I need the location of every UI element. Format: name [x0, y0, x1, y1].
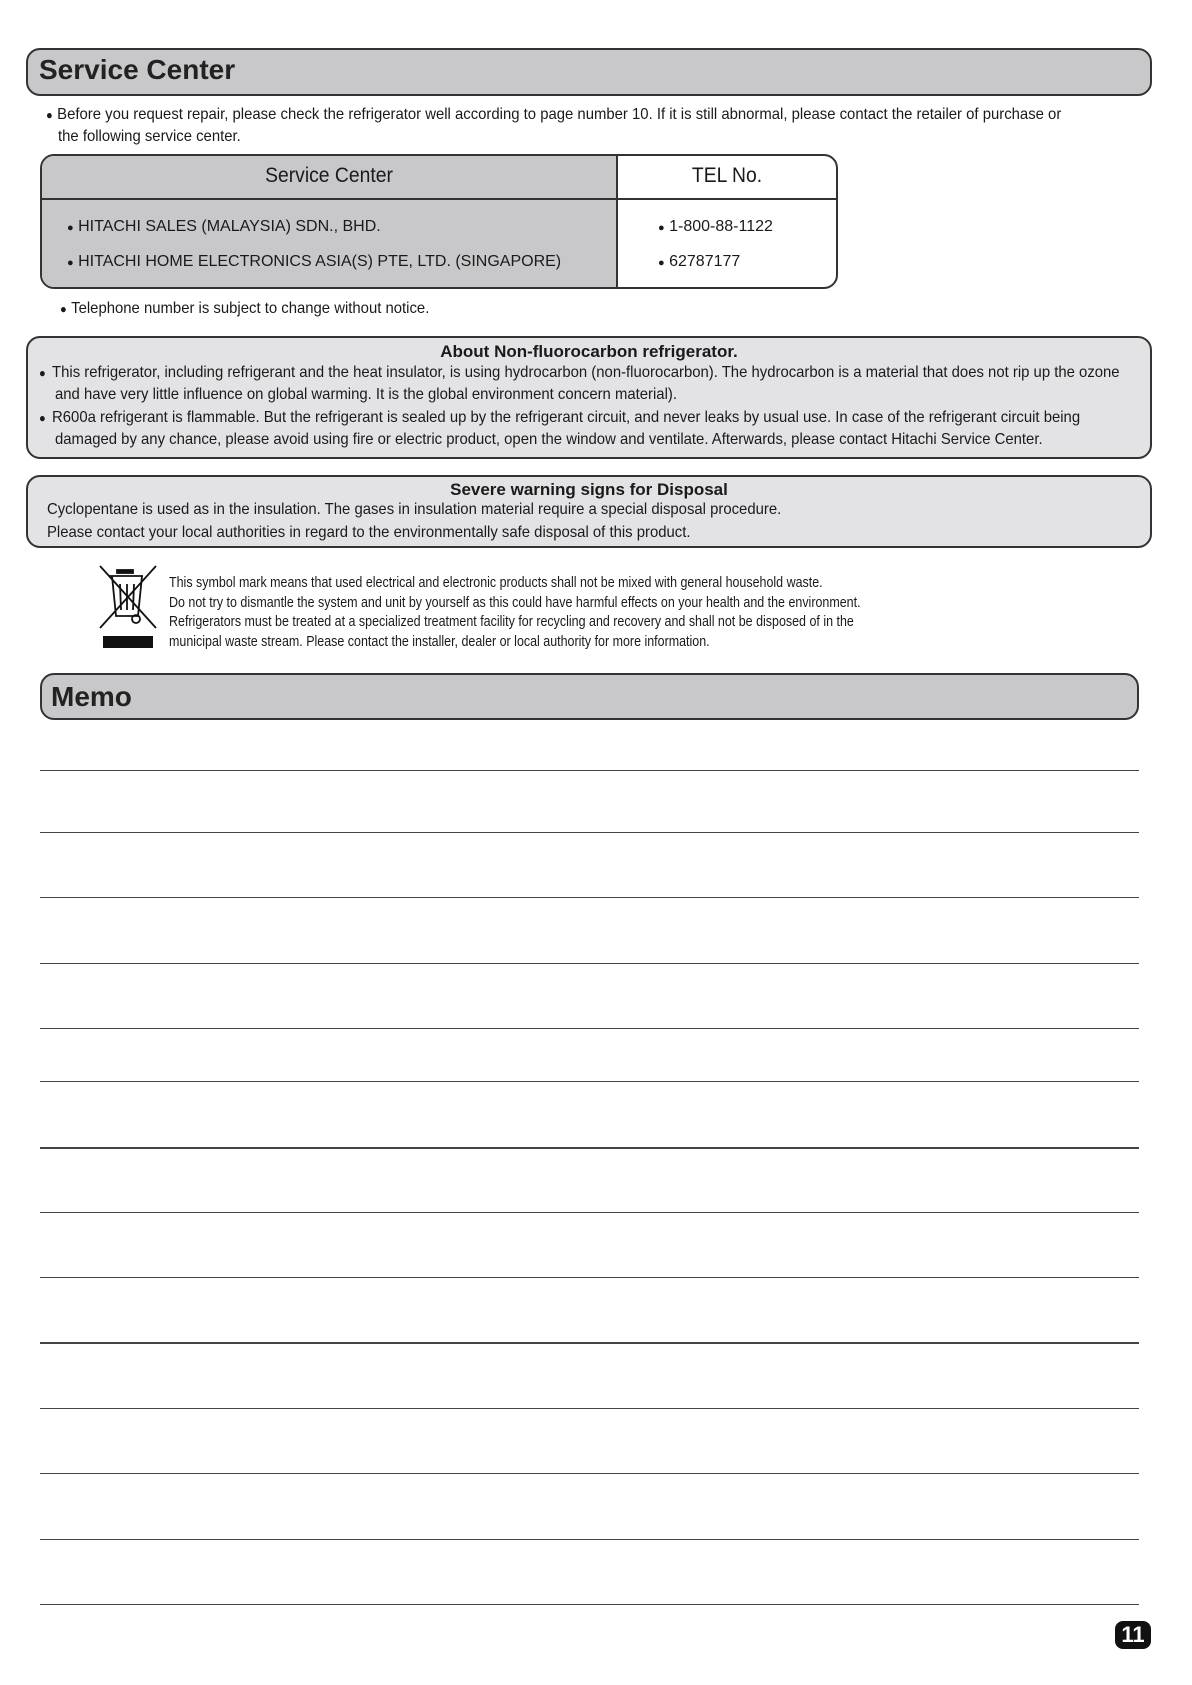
table-row [658, 253, 740, 271]
table-header-service-center: Service Center [265, 164, 393, 187]
service-center-header [26, 48, 1152, 96]
table-row [658, 218, 773, 236]
tel-number: 1-800-88-1122 [669, 218, 773, 235]
nonfluoro-p2b [55, 429, 1043, 450]
memo-title: Memo [51, 681, 132, 712]
nonfluoro-p2-line2: damaged by any chance, please avoid using fire or electric product, open the window and ventilate. Afterwards, please contact Hitachi Service Center. [55, 431, 1043, 448]
weee-line4: municipal waste stream. Please contact the installer, dealer or local authority for more information. [169, 633, 710, 650]
tel-change-note [60, 298, 429, 319]
memo-line [40, 1408, 1139, 1409]
page-number: 11 [1115, 1621, 1151, 1649]
nonfluoro-p1b [55, 384, 677, 405]
service-center-title: Service Center [39, 54, 236, 85]
disposal-line1: Cyclopentane is used as in the insulation. The gases in insulation material require a special disposal procedure. [47, 501, 782, 518]
disposal-title: Severe warning signs for Disposal [450, 480, 728, 499]
memo-header [40, 673, 1139, 720]
weee-text [169, 574, 973, 652]
memo-line [40, 1342, 1139, 1344]
disposal-box [26, 475, 1152, 548]
memo-line [40, 1604, 1139, 1605]
weee-line1: This symbol mark means that used electrical and electronic products shall not be mixed with general household waste. [169, 575, 823, 591]
bullet-icon: ● [67, 222, 74, 234]
nonfluoro-box [26, 336, 1152, 459]
service-intro-line2: the following service center. [58, 128, 241, 145]
tel-change-note-text: Telephone number is subject to change without notice. [71, 300, 430, 317]
weee-line2: Do not try to dismantle the system and unit by yourself as this could have harmful effects on your health and the environment. [169, 594, 861, 611]
table-header-divider [42, 198, 836, 200]
memo-line [40, 770, 1139, 771]
memo-line [40, 1147, 1139, 1149]
memo-line [40, 963, 1139, 964]
bullet-icon: ● [658, 257, 665, 269]
bullet-icon: ● [39, 366, 46, 380]
nonfluoro-p2 [39, 407, 1080, 428]
nonfluoro-title: About Non-fluorocarbon refrigerator. [440, 342, 738, 361]
bullet-icon: ● [39, 411, 46, 425]
memo-line [40, 897, 1139, 898]
memo-line [40, 1277, 1139, 1278]
memo-line [40, 1081, 1139, 1082]
nonfluoro-p1-line2: and have very little influence on global warming. It is the global environment concern material). [55, 386, 677, 403]
disposal-line2: Please contact your local authorities in regard to the environmentally safe disposal of this product. [47, 524, 691, 541]
service-intro-line1: Before you request repair, please check the refrigerator well according to page number 10. If it is still abnormal, please contact the retailer of purchase or [57, 106, 1062, 123]
memo-line [40, 1473, 1139, 1474]
service-center-name: HITACHI HOME ELECTRONICS ASIA(S) PTE, LTD. (SINGAPORE) [78, 253, 562, 270]
table-header-tel: TEL No. [691, 164, 763, 187]
nonfluoro-p1-line1: This refrigerator, including refrigerant and the heat insulator, is using hydrocarbon (non-fluorocarbon). The hydrocarbon is a material that does not rip up the ozone [52, 364, 1120, 381]
weee-line3: Refrigerators must be treated at a specialized treatment facility for recycling and recovery and shall not be disposed of in the [169, 614, 854, 630]
table-row [67, 218, 381, 236]
memo-line [40, 1028, 1139, 1029]
memo-line [40, 832, 1139, 833]
service-center-table [40, 154, 838, 289]
memo-line [40, 1539, 1139, 1540]
bullet-icon: ● [67, 257, 74, 269]
crossed-out-wheeled-bin-icon [98, 564, 158, 650]
table-row [67, 253, 561, 271]
nonfluoro-p2-line1: R600a refrigerant is flammable. But the refrigerant is sealed up by the refrigerant circuit, and never leaks by usual use. In case of the refrigerant circuit being [52, 409, 1081, 426]
service-intro-line2-wrap [58, 126, 241, 147]
nonfluoro-p1 [39, 362, 1120, 383]
memo-line [40, 1212, 1139, 1213]
bullet-icon: ● [658, 222, 665, 234]
bullet-icon: ● [60, 302, 67, 316]
service-intro [46, 104, 1061, 125]
bullet-icon: ● [46, 108, 53, 122]
service-center-name: HITACHI SALES (MALAYSIA) SDN., BHD. [78, 218, 381, 235]
tel-number: 62787177 [669, 253, 741, 270]
